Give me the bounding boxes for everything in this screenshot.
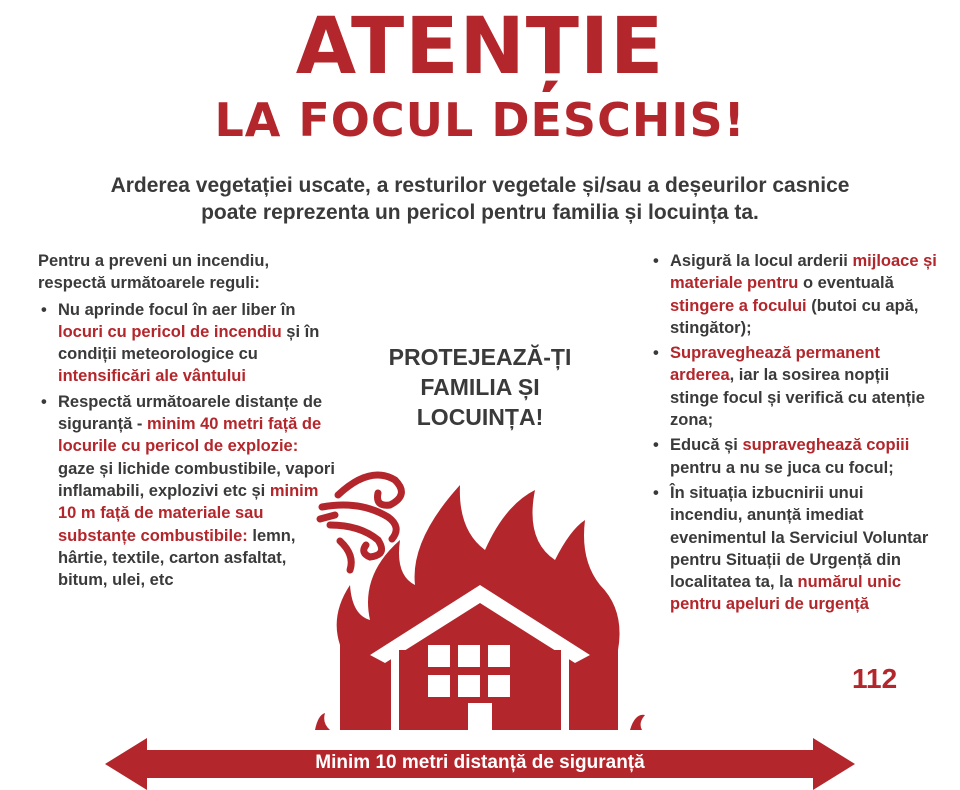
rule-text: o eventuală	[798, 274, 894, 293]
rule-text: În situația izbucnirii unui incendiu, anunță imediat evenimentul la Serviciul Voluntar pentru Situații de Urgență din localitatea ta, la	[670, 483, 929, 592]
subtitle-line-1: Arderea vegetației uscate, a resturilor vegetale și/sau a deșeurilor casnice	[110, 174, 850, 197]
rule-highlight: Supraveghează permanent arderea	[670, 344, 880, 385]
rule-highlight: supraveghează copiii	[742, 436, 910, 455]
rule-text: Respectă următoarele distanțe de siguranță -	[58, 392, 323, 434]
title-line-1: ATENȚIE	[295, 2, 665, 92]
rule-text: , iar la sosirea nopții stinge focul și verifică cu atenție zona;	[670, 366, 925, 430]
title-line-2: LA FOCUL DESCHIS!	[214, 93, 746, 147]
subtitle	[20, 172, 940, 226]
list-item	[650, 342, 940, 431]
rule-highlight: mijloace și materiale pentru	[670, 252, 937, 293]
rule-text: Asigură la locul arderii	[670, 252, 853, 270]
rule-highlight: numărul unic pentru apeluri de urgență	[670, 573, 902, 614]
slogan-line-3: LOCUINȚA!	[416, 404, 544, 430]
rule-text: pentru a nu se juca cu focul;	[670, 458, 894, 477]
protect-slogan	[355, 342, 605, 432]
rule-text: (butoi cu apă, stingător);	[670, 296, 919, 337]
rule-text: și în condiții meteorologice cu	[58, 322, 320, 364]
left-rules-list	[38, 299, 338, 592]
rule-highlight: intensificări ale vântului	[58, 367, 246, 386]
emergency-number: 112	[852, 663, 898, 694]
list-item	[38, 299, 338, 388]
rule-highlight: minim 10 m față de materiale sau substanțe combustibile:	[58, 481, 319, 545]
slogan-line-2: FAMILIA ȘI	[420, 374, 540, 400]
rule-text: Nu aprinde focul în aer liber în	[58, 300, 296, 319]
list-item	[650, 434, 940, 479]
rule-highlight: locuri cu pericol de incendiu	[58, 322, 282, 341]
rule-text: lemn, hârtie, textile, carton asfaltat, bitum, ulei, etc	[58, 526, 296, 590]
right-rules-list	[650, 250, 940, 616]
rule-text: gaze și lichide combustibile, vapori inflamabili, explozivi etc și	[58, 459, 335, 500]
slogan-line-1: PROTEJEAZĂ-ȚI	[388, 344, 572, 370]
rule-text: Educă și	[670, 436, 743, 455]
arrow-label: Minim 10 metri distanță de siguranță	[315, 752, 645, 773]
subtitle-line-2: poate reprezenta un pericol pentru familia și locuința ta.	[201, 201, 759, 224]
list-item	[650, 482, 940, 616]
rule-highlight: minim 40 metri față de locurile cu pericol de explozie:	[58, 415, 322, 456]
left-column	[38, 250, 338, 594]
rule-highlight: stingere a focului	[670, 296, 807, 315]
house-fire-icon	[300, 445, 660, 735]
list-item	[38, 391, 338, 592]
right-column	[650, 250, 940, 619]
left-intro: Pentru a preveni un incendiu, respectă următoarele reguli:	[38, 252, 270, 293]
list-item	[650, 250, 940, 339]
